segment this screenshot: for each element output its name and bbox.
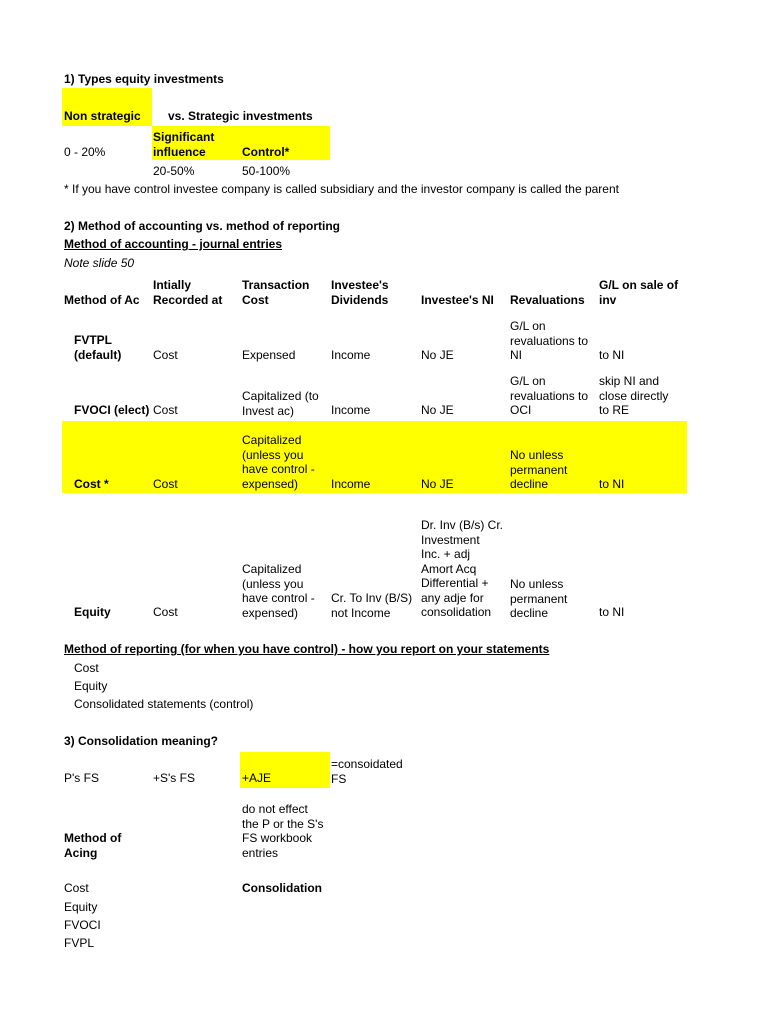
method-list-equity: Equity	[64, 900, 98, 914]
s-fs-label: +S's FS	[153, 771, 195, 785]
row-fvoci-dividends: Income	[331, 403, 371, 417]
method-list-fvoci: FVOCI	[64, 918, 101, 932]
non-strategic-label: Non strategic	[64, 109, 141, 123]
header-ni: Investee's NI	[421, 293, 494, 307]
range-0-20: 0 - 20%	[64, 145, 106, 159]
row-cost-method: Cost *	[74, 477, 109, 491]
header-sale: G/L on sale of inv	[599, 278, 679, 307]
consolidated-fs-label: =consoidated FS	[331, 757, 403, 786]
row-fvtpl-method: FVTPL (default)	[74, 333, 122, 362]
row-equity-method: Equity	[74, 605, 111, 619]
row-fvtpl-revaluations: G/L on revaluations to NI	[510, 319, 589, 362]
reporting-item-cost: Cost	[74, 661, 99, 675]
row-cost-transaction: Capitalized (unless you have control - expensed)	[242, 433, 315, 491]
row-fvoci-sale: skip NI and close directly to RE	[599, 374, 669, 417]
header-transaction: Transaction Cost	[242, 278, 310, 307]
row-fvtpl-ni: No JE	[421, 348, 454, 362]
accounting-subheading: Method of accounting - journal entries	[64, 237, 283, 251]
control-footnote: * If you have control investee company is called subsidiary and the investor company is called the parent	[64, 182, 619, 196]
influence-label: influence	[153, 145, 206, 159]
header-dividends: Investee's Dividends	[331, 278, 389, 307]
reporting-item-consolidated: Consolidated statements (control)	[74, 697, 254, 711]
header-revaluations: Revaluations	[510, 293, 585, 307]
consolidation-label: Consolidation	[242, 881, 322, 895]
row-fvtpl-dividends: Income	[331, 348, 371, 362]
row-fvoci-revaluations: G/L on revaluations to OCI	[510, 374, 589, 417]
reporting-item-equity: Equity	[74, 679, 108, 693]
workbook-note: do not effect the P or the S's FS workbook entries	[242, 802, 324, 860]
range-20-50: 20-50%	[153, 164, 195, 178]
header-method: Method of Ac	[64, 293, 140, 307]
method-list-cost: Cost	[64, 881, 89, 895]
row-equity-transaction: Capitalized (unless you have control - expensed)	[242, 562, 315, 620]
p-fs-label: P's FS	[64, 771, 99, 785]
row-fvtpl-transaction: Expensed	[242, 348, 296, 362]
row-equity-recorded: Cost	[153, 605, 178, 619]
vs-strategic-label: vs. Strategic investments	[168, 109, 313, 123]
header-recorded: Intially Recorded at	[153, 278, 223, 307]
method-list-fvpl: FVPL	[64, 936, 95, 950]
row-cost-revaluations: No unless permanent decline	[510, 448, 568, 491]
note-slide: Note slide 50	[64, 256, 135, 270]
row-cost-dividends: Income	[331, 477, 371, 491]
reporting-heading: Method of reporting (for when you have control) - how you report on your statements	[64, 642, 550, 656]
control-label: Control*	[242, 145, 290, 159]
row-equity-revaluations: No unless permanent decline	[510, 577, 568, 620]
section3-heading: 3) Consolidation meaning?	[64, 734, 219, 748]
row-fvtpl-sale: to NI	[599, 348, 625, 362]
row-cost-sale: to NI	[599, 477, 625, 491]
row-equity-ni: Dr. Inv (B/s) Cr. Investment Inc. + adj Amort Acq Differential + any adje for consolidation	[421, 518, 504, 619]
row-fvoci-method: FVOCI (elect)	[74, 403, 150, 417]
section2-heading: 2) Method of accounting vs. method of reporting	[64, 219, 340, 233]
row-equity-sale: to NI	[599, 605, 625, 619]
section1-heading: 1) Types equity investments	[64, 72, 224, 86]
row-fvoci-recorded: Cost	[153, 403, 178, 417]
row-fvoci-ni: No JE	[421, 403, 454, 417]
range-50-100: 50-100%	[242, 164, 291, 178]
significant-label: Significant	[153, 130, 215, 144]
method-of-acing-label: Method of Acing	[64, 831, 122, 860]
row-cost-recorded: Cost	[153, 477, 178, 491]
row-fvtpl-recorded: Cost	[153, 348, 178, 362]
aje-label: +AJE	[242, 771, 272, 785]
row-cost-ni: No JE	[421, 477, 454, 491]
row-equity-dividends: Cr. To Inv (B/S) not Income	[331, 591, 413, 620]
row-fvoci-transaction: Capitalized (to Invest ac)	[242, 389, 319, 418]
